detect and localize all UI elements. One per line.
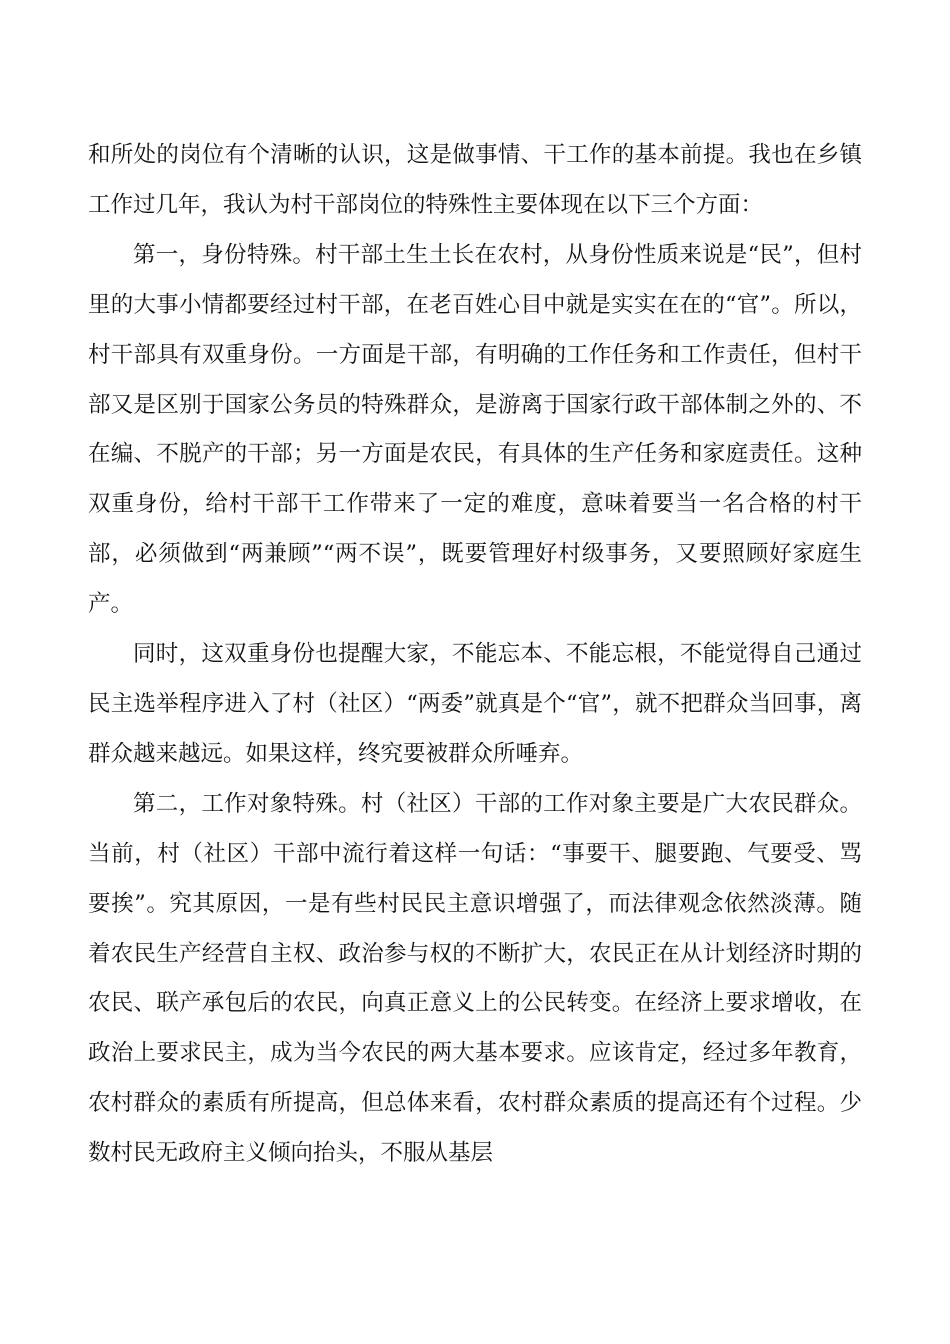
paragraph-4: 第二，工作对象特殊。村（社区）干部的工作对象主要是广大农民群众。当前，村（社区）干部中流行着这样一句话：“事要干、腿要跑、气要受、骂要挨”。究其原因，一是有些村民民主意识增强了，而法律观念依然淡薄。随着农民生产经营自主权、政治参与权的不断扩大，农民正在从计划经济时期的农民、联产承包后的农民，向真正意义上的公民转变。在经济上要求增收，在政治上要求民主，成为当今农民的两大基本要求。应该肯定，经过多年教育，农村群众的素质有所提高，但总体来看，农村群众素质的提高还有个过程。少数村民无政府主义倾向抬头，不服从基层 (88, 790, 862, 1167)
paragraph-2: 第一，身份特殊。村干部土生土长在农村，从身份性质来说是“民”，但村里的大事小情都要经过村干部，在老百姓心目中就是实实在在的“官”。所以，村干部具有双重身份。一方面是干部，有明确的工作任务和工作责任，但村干部又是区别于国家公务员的特殊群众，是游离于国家行政干部体制之外的、不在编、不脱产的干部；另一方面是农民，有具体的生产任务和家庭责任。这种双重身份，给村干部干工作带来了一定的难度，意味着要当一名合格的村干部，必须做到“两兼顾”“两不误”，既要管理好村级事务，又要照顾好家庭生产。 (88, 241, 862, 618)
paragraph-1: 和所处的岗位有个清晰的认识，这是做事情、干工作的基本前提。我也在乡镇工作过几年，我认为村干部岗位的特殊性主要体现在以下三个方面： (88, 142, 862, 218)
paragraph-3: 同时，这双重身份也提醒大家，不能忘本、不能忘根，不能觉得自己通过民主选举程序进入了村（社区）“两委”就真是个“官”，就不把群众当回事，离群众越来越远。如果这样，终究要被群众所唾弃。 (88, 641, 862, 767)
document-page (88, 131, 862, 1179)
